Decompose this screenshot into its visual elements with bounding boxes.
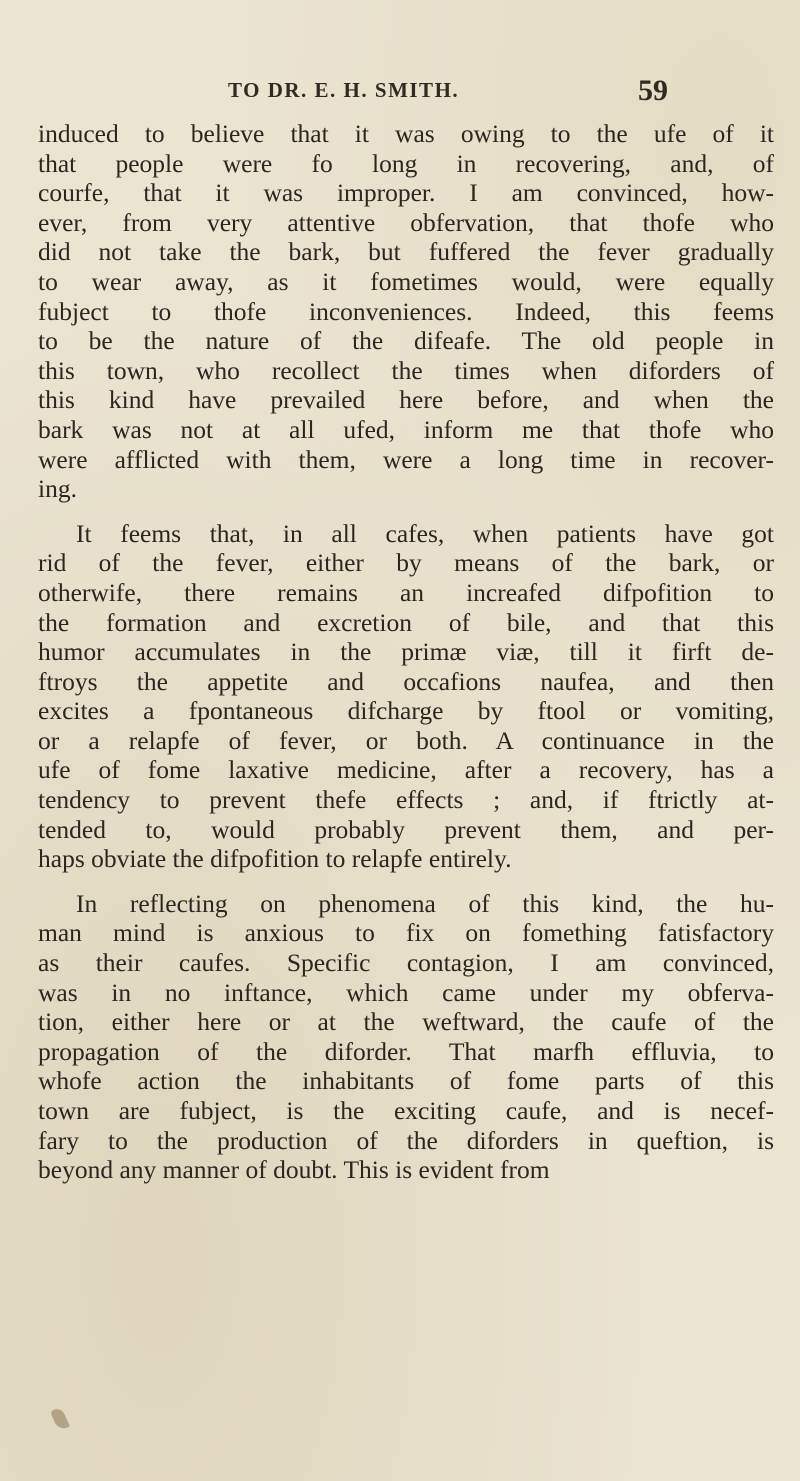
text-line: propagation of the diforder. That marfh effluvia, to [38,1036,774,1066]
text-line: fubject to thofe inconveniences. Indeed, this feems [38,296,774,326]
page-number: 59 [638,74,668,107]
text-line: haps obviate the difpofition to relapfe entirely. [38,844,512,874]
text-line: this kind have prevailed here before, and when the [38,385,774,415]
text-line: courfe, that it was improper. I am convinced, how- [38,178,774,208]
text-line: humor accumulates in the primæ viæ, till it firft de- [38,637,774,667]
text-line: man mind is anxious to fix on fomething fatisfactory [38,918,774,948]
text-line: tendency to prevent thefe effects ; and, if ftrictly at- [38,785,774,815]
paragraph-gap [38,874,774,889]
text-line: ufe of fome laxative medicine, after a recovery, has a [38,755,774,785]
text-line: fary to the production of the diforders in queftion, is [38,1125,774,1155]
ink-stain [50,1406,70,1431]
text-line: rid of the fever, either by means of the bark, or [38,548,774,578]
text-line: ftroys the appetite and occafions naufea, and then [38,666,774,696]
paragraph-3 [38,889,774,1185]
text-line: tended to, would probably prevent them, and per- [38,814,774,844]
text-line: otherwife, there remains an increafed difpofition to [38,577,774,607]
text-line: tion, either here or at the weftward, the caufe of the [38,1007,774,1037]
text-line: ing. [38,474,77,504]
text-line: were afflicted with them, were a long time in recover- [38,444,774,474]
text-line: this town, who recollect the times when diforders of [38,355,774,385]
text-line: town are fubject, is the exciting caufe, and is necef- [38,1096,774,1125]
text-line: beyond any manner of doubt. This is evident from [38,1155,550,1185]
paragraph-1 [38,119,774,504]
paragraph-gap [38,504,774,519]
text-line: whofe action the inhabitants of fome parts of this [38,1066,774,1096]
text-line: the formation and excretion of bile, and that this [38,607,774,637]
text-line: as their caufes. Specific contagion, I am convinced, [38,948,774,978]
running-title: TO DR. E. H. SMITH. [228,78,460,102]
text-line: It feems that, in all cafes, when patients have got [76,518,774,548]
text-line: induced to believe that it was owing to the ufe of it [38,119,774,148]
text-line: did not take the bark, but fuffered the fever gradually [38,237,774,267]
text-line: or a relapfe of fever, or both. A continuance in the [38,725,774,755]
text-line: In reflecting on phenomena of this kind, the hu- [76,888,774,918]
paragraph-2 [38,519,774,874]
body-text [38,119,774,1185]
running-header [228,74,668,108]
text-line: excites a fpontaneous difcharge by ftool or vomiting, [38,696,774,726]
text-line: that people were fo long in recovering, and, of [38,148,774,178]
text-line: to wear away, as it fometimes would, were equally [38,266,774,296]
text-line: ever, from very attentive obfervation, that thofe who [38,207,774,237]
text-line: bark was not at all ufed, inform me that thofe who [38,414,774,444]
text-line: to be the nature of the difeafe. The old people in [38,326,774,356]
text-line: was in no inftance, which came under my obferva- [38,977,774,1007]
